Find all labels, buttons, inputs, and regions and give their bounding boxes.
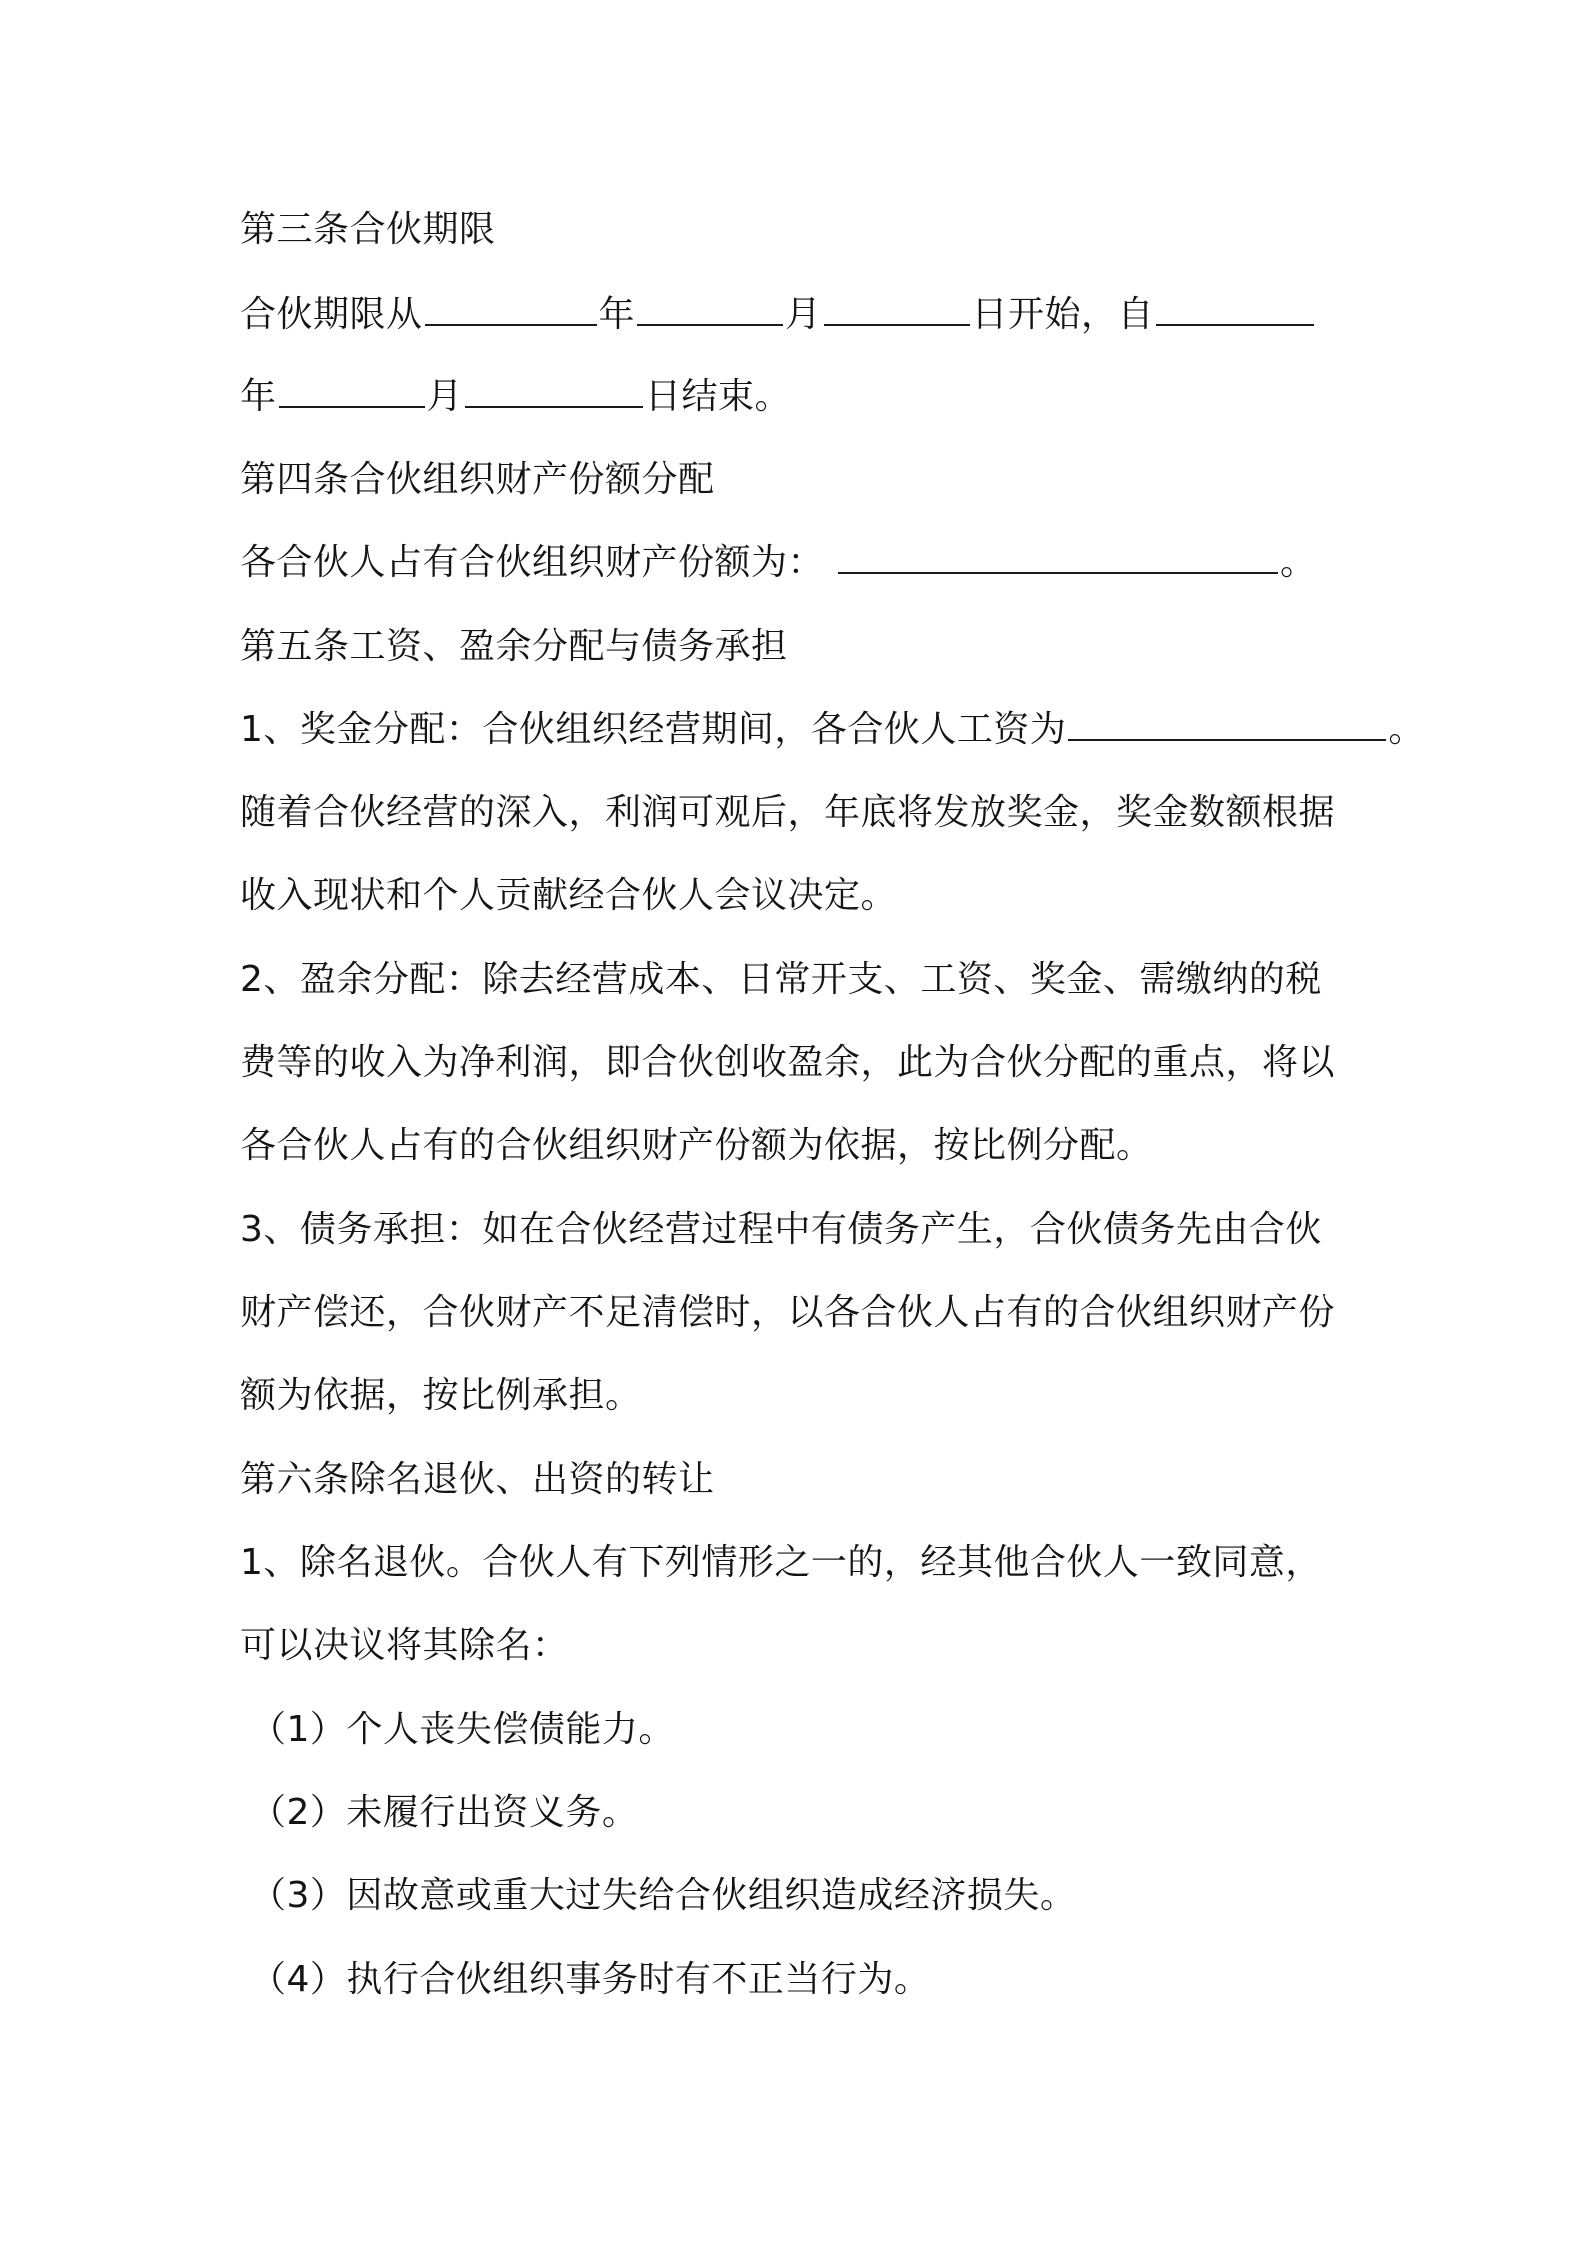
article3-heading: 第三条合伙期限 — [240, 209, 496, 250]
debt-line-3: 额为依据，按比例承担。 — [240, 1375, 642, 1416]
share-field[interactable] — [838, 540, 1278, 574]
surplus-line-3: 各合伙人占有的合伙组织财产份额为依据，按比例分配。 — [240, 1125, 1153, 1166]
expel-line-2: 可以决议将其除名： — [240, 1625, 569, 1666]
end-year-label: 年 — [240, 376, 277, 417]
article4-heading: 第四条合伙组织财产份额分配 — [240, 459, 715, 500]
end-year-field[interactable] — [1156, 292, 1314, 326]
start-month-field[interactable] — [637, 292, 783, 326]
end-day-field[interactable] — [465, 374, 643, 408]
bonus-prefix: 1、奖金分配：合伙组织经营期间，各合伙人工资为 — [240, 709, 1067, 750]
term-start-line — [240, 290, 1360, 340]
salary-field[interactable] — [1068, 707, 1386, 741]
share-line — [240, 538, 1360, 588]
surplus-line-1: 2、盈余分配：除去经营成本、日常开支、工资、奖金、需缴纳的税 — [240, 959, 1322, 1000]
share-prefix: 各合伙人占有合伙组织财产份额为： — [240, 542, 825, 583]
surplus-line-2: 费等的收入为净利润，即合伙创收盈余，此为合伙分配的重点，将以 — [240, 1042, 1336, 1083]
expel-item-3: （3）因故意或重大过失给合伙组织造成经济损失。 — [250, 1875, 1077, 1916]
share-suffix: 。 — [1280, 542, 1317, 583]
term-start-prefix: 合伙期限从 — [240, 294, 423, 335]
debt-line-2: 财产偿还，合伙财产不足清偿时，以各合伙人占有的合伙组织财产份 — [240, 1292, 1336, 1333]
bonus-line-3: 收入现状和个人贡献经合伙人会议决定。 — [240, 875, 898, 916]
term-end-line — [240, 372, 1360, 422]
end-month-field[interactable] — [279, 374, 425, 408]
article5-heading: 第五条工资、盈余分配与债务承担 — [240, 626, 788, 667]
start-day-field[interactable] — [824, 292, 970, 326]
expel-item-4: （4）执行合伙组织事务时有不正当行为。 — [250, 1959, 931, 2000]
expel-item-1: （1）个人丧失偿债能力。 — [250, 1709, 675, 1750]
bonus-line-2: 随着合伙经营的深入，利润可观后，年底将发放奖金，奖金数额根据 — [240, 792, 1336, 833]
bonus-line-1 — [240, 705, 1425, 755]
article6-heading: 第六条除名退伙、出资的转让 — [240, 1459, 715, 1500]
start-month-label: 月 — [785, 294, 822, 335]
end-month-label: 月 — [426, 376, 464, 417]
start-year-label: 年 — [598, 294, 636, 335]
start-day-label: 日开始，自 — [971, 294, 1155, 335]
bonus-suffix: 。 — [1388, 709, 1425, 750]
expel-line-1: 1、除名退伙。合伙人有下列情形之一的，经其他合伙人一致同意， — [240, 1542, 1322, 1583]
start-year-field[interactable] — [425, 292, 597, 326]
debt-line-1: 3、债务承担：如在合伙经营过程中有债务产生，合伙债务先由合伙 — [240, 1209, 1322, 1250]
end-day-label: 日结束。 — [645, 376, 792, 417]
expel-item-2: （2）未履行出资义务。 — [250, 1792, 639, 1833]
